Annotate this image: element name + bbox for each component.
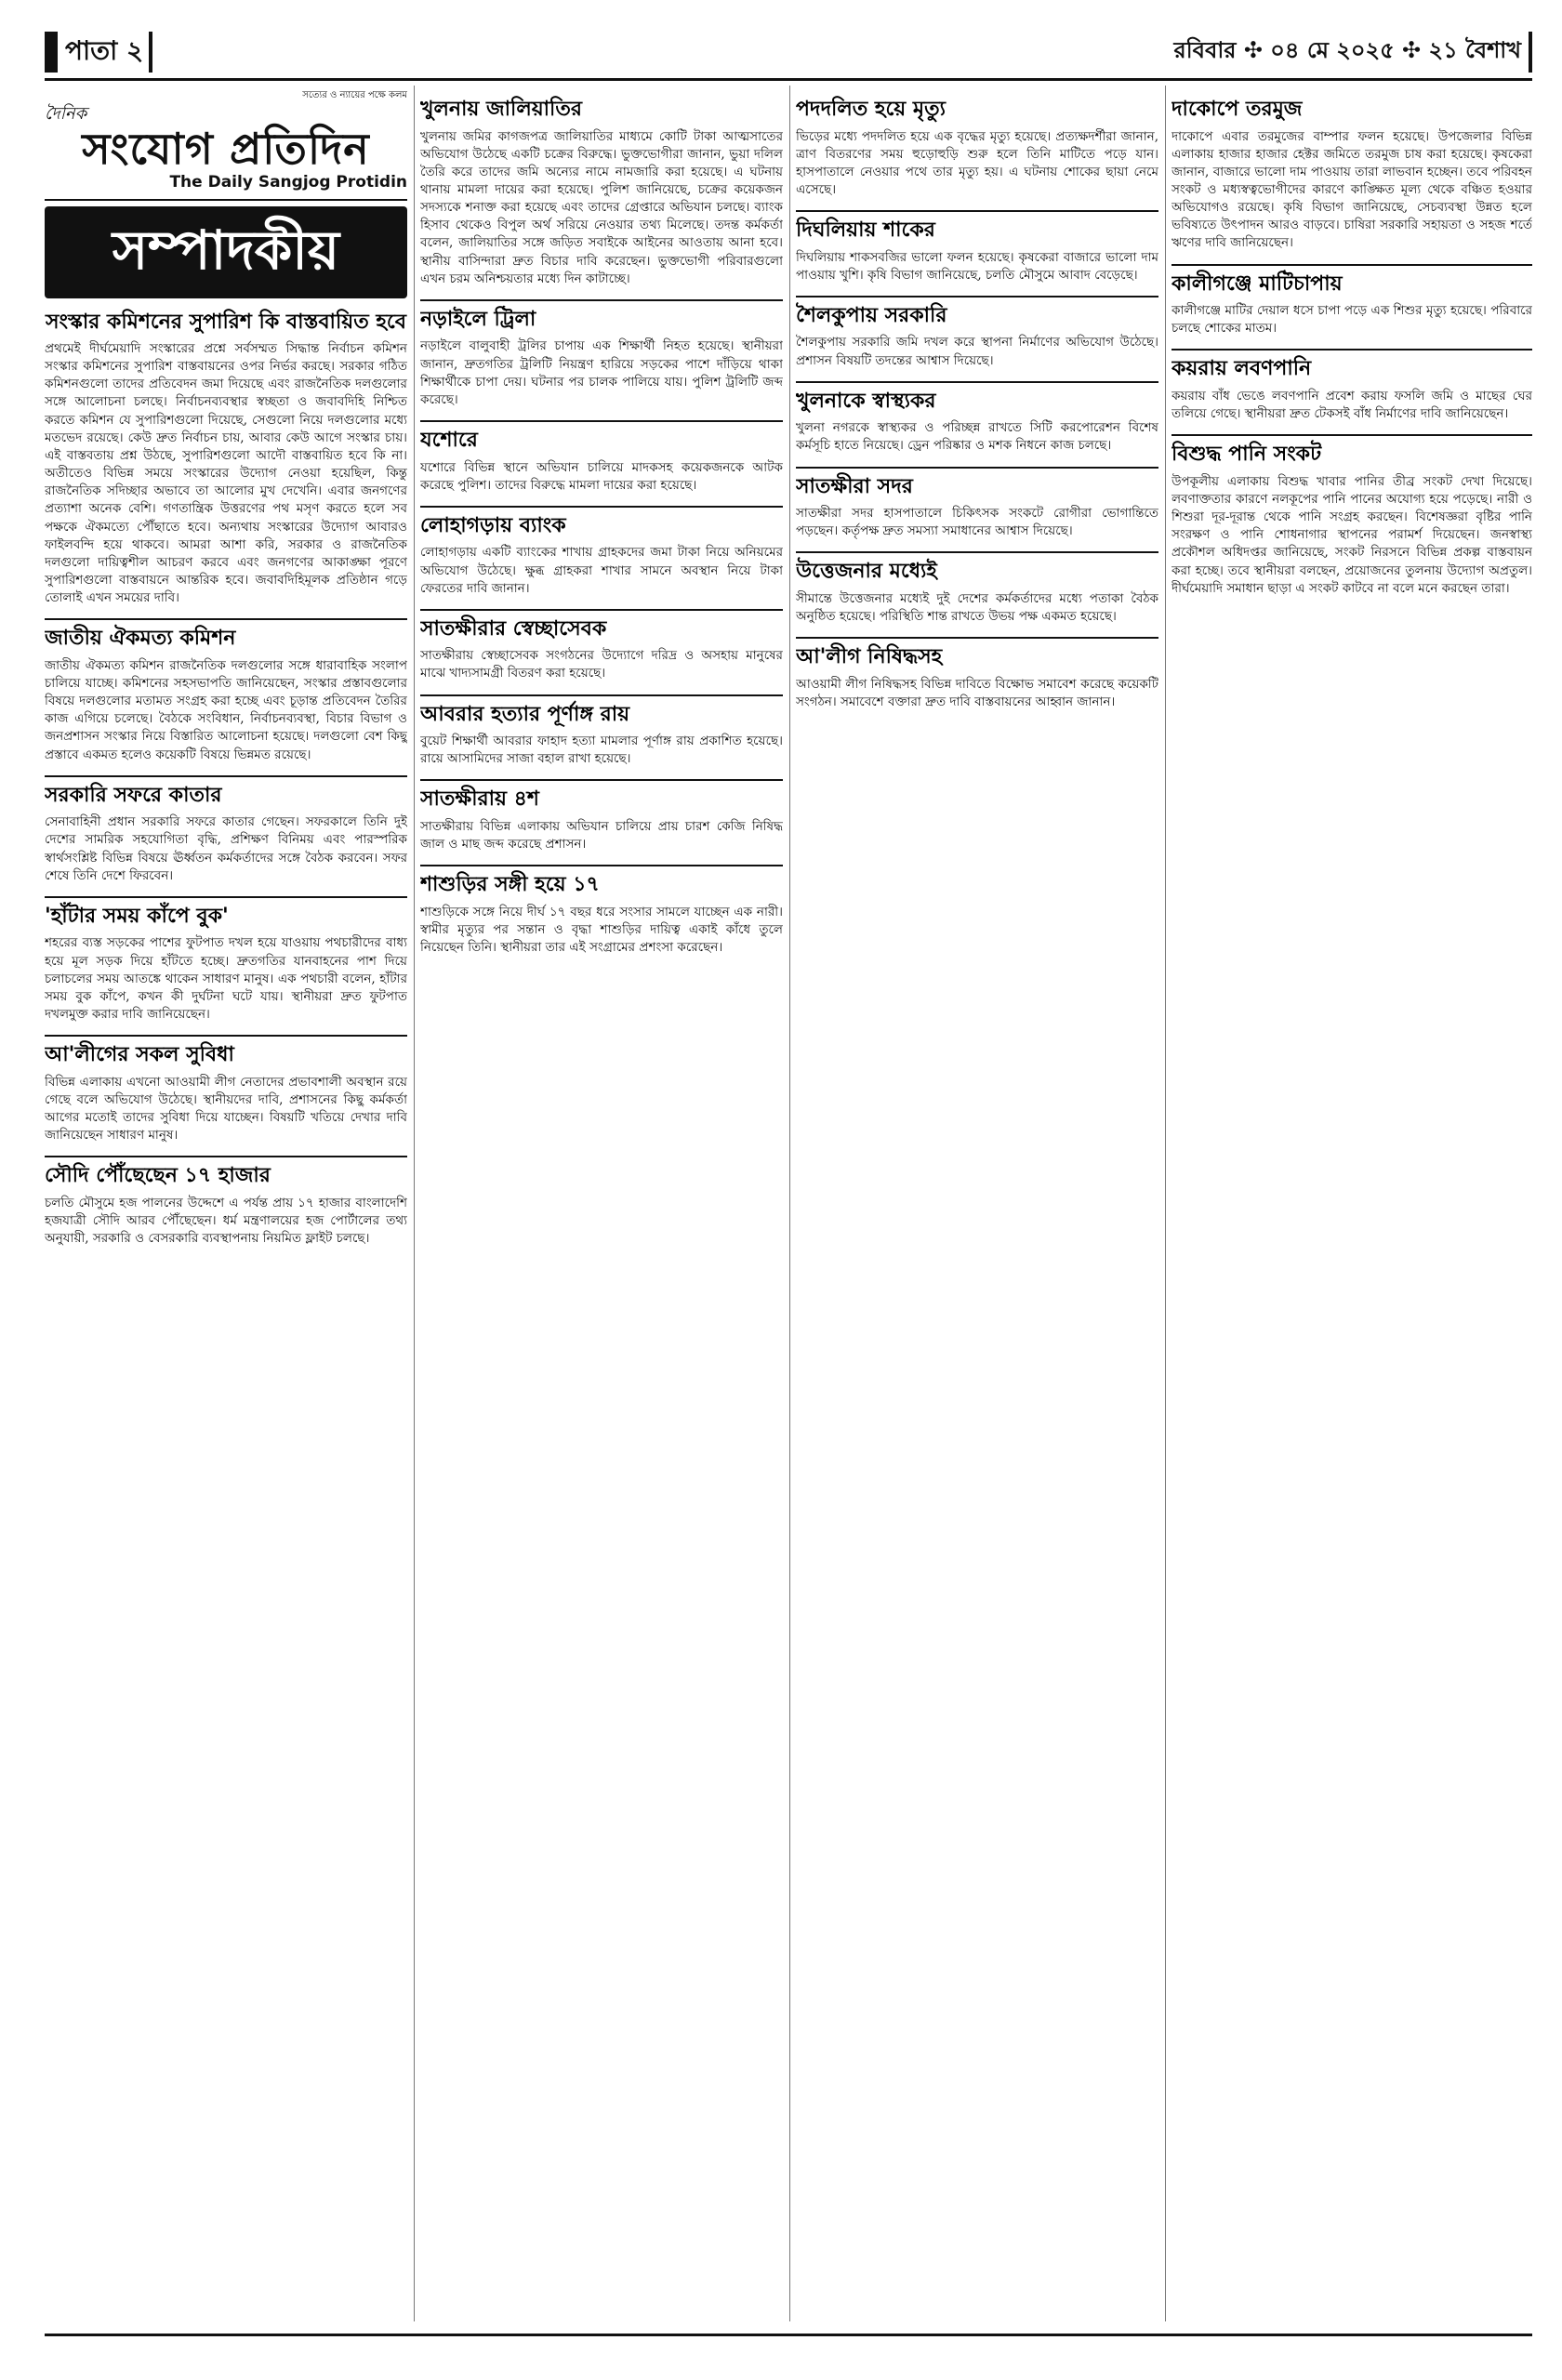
stampede-body: ভিড়ের মধ্যে পদদলিত হয়ে এক বৃদ্ধের মৃত্যু হয়েছে। প্রত্যক্ষদর্শীরা জানান, ত্রাণ বিতরণের সময় হুড়োহুড়ি শুরু হলে তিনি মাটিতে পড়ে যান। হাসপাতালে নেওয়ার পথে তার মৃত্যু হয়। এ ঘটনায় শোকের ছায়া নেমে এসেছে। [796, 128, 1158, 197]
stampede-headline: পদদলিত হয়ে মৃত্যু [796, 98, 946, 121]
trawler-headline: নড়াইলে ট্রিলা [420, 299, 783, 333]
koyra-headline: কয়রায় লবণপানি [1172, 349, 1532, 382]
column-4 [1172, 86, 1532, 2321]
satkhira-seizure-body: সাতক্ষীরায় বিভিন্ন এলাকায় অভিযান চালিয়ে প্রায় চারশ কেজি নিষিদ্ধ জাল ও মাছ জব্দ করেছে প্রশাসন। [420, 818, 783, 853]
jessore-headline: যশোরে [420, 420, 783, 454]
volunteer-headline: সাতক্ষীরার স্বেচ্ছাসেবক [420, 609, 783, 642]
verdict-headline: আবরার হত্যার পূর্ণাঙ্গ রায় [420, 694, 783, 728]
page-header [45, 28, 1532, 80]
walking-fear-body: শহরের ব্যস্ত সড়কের পাশের ফুটপাত দখল হয়ে যাওয়ায় পথচারীদের বাধ্য হয়ে মূল সড়ক দিয়ে হাঁটতে হচ্ছে। দ্রুতগতির যানবাহনের পাশ দিয়ে চলাচলের সময় আতঙ্কে থাকেন সাধারণ মানুষ। এক পথচারী বলেন, হাঁটার সময় বুক কাঁপে, কখন কী দুর্ঘটনা ঘটে যায়। স্থানীয়রা দ্রুত ফুটপাত দখলমুক্ত করার দাবি জানিয়েছেন। [45, 935, 407, 1023]
saudi-body: চলতি মৌসুমে হজ পালনের উদ্দেশে এ পর্যন্ত প্রায় ১৭ হাজার বাংলাদেশি হজযাত্রী সৌদি আরব পৌঁছেছেন। ধর্ম মন্ত্রণালয়ের হজ পোর্টালের তথ্য অনুযায়ী, সরকারি ও বেসরকারি ব্যবস্থাপনায় নিয়মিত ফ্লাইট চলছে। [45, 1195, 407, 1247]
dighalia-body: দিঘলিয়ায় শাকসবজির ভালো ফলন হয়েছে। কৃষকেরা বাজারে ভালো দাম পাওয়ায় খুশি। কৃষি বিভাগ জানিয়েছে, চলতি মৌসুমে আবাদ বেড়েছে। [796, 249, 1158, 283]
masthead-daily: দৈনিক [45, 104, 87, 125]
footer-rule [45, 2334, 1532, 2336]
masthead-tagline: সত্যের ও ন্যায়ের পক্ষে কলম [302, 90, 407, 100]
in-laws-body: শাশুড়িকে সঙ্গে নিয়ে দীর্ঘ ১৭ বছর ধরে সংসার সামলে যাচ্ছেন এক নারী। স্বামীর মৃত্যুর পর সন্তান ও বৃদ্ধা শাশুড়ির দায়িত্ব একাই কাঁধে তুলে নিয়েছেন তিনি। স্থানীয়রা তার এই সংগ্রামের প্রশংসা করেছেন। [420, 904, 783, 956]
watermelon-body: দাকোপে এবার তরমুজের বাম্পার ফলন হয়েছে। উপজেলার বিভিন্ন এলাকায় হাজার হাজার হেক্টর জমিতে তরমুজ চাষ করা হয়েছে। কৃষকেরা জানান, বাজারে ভালো দাম পাওয়ায় তারা লাভবান হচ্ছেন। তবে পরিবহন সংকট ও মধ্যস্বত্বভোগীদের কারণে কাঙ্ক্ষিত মূল্য থেকে বঞ্চিত হওয়ার অভিযোগও রয়েছে। কৃষি বিভাগ জানিয়েছে, সেচব্যবস্থা উন্নত হলে ভবিষ্যতে উৎপাদন আরও বাড়বে। চাষিরা সরকারি সহায়তা ও সহজ শর্তে ঋণের দাবি জানিয়েছেন। [1172, 128, 1532, 251]
masthead-title: সংযোগ প্রতিদিন [82, 123, 370, 174]
column-2 [420, 86, 783, 2321]
walking-fear-headline: 'হাঁটার সময় কাঁপে বুক' [45, 896, 407, 930]
khulna-health-body: খুলনা নগরকে স্বাস্থ্যকর ও পরিচ্ছন্ন রাখতে সিটি করপোরেশন বিশেষ কর্মসূচি হাতে নিয়েছে। ড্রেন পরিষ্কার ও মশক নিধনে কাজ চলছে। [796, 420, 1158, 454]
column-3 [796, 86, 1158, 2321]
tension-headline: উত্তেজনার মধ্যেই [796, 551, 1158, 585]
date-line [1174, 28, 1532, 76]
header-bar-right [1529, 32, 1532, 73]
qatar-trip-headline: সরকারি সফরে কাতার [45, 775, 407, 809]
page-number-text: পাতা ২ [65, 34, 144, 66]
column-divider [789, 86, 790, 2321]
satkhira-sadar-headline: সাতক্ষীরা সদর [796, 467, 1158, 500]
forgery-body: খুলনায় জমির কাগজপত্র জালিয়াতির মাধ্যমে কোটি টাকা আত্মসাতের অভিযোগ উঠেছে একটি চক্রের বিরুদ্ধে। ভুক্তভোগীরা জানান, ভুয়া দলিল তৈরি করে তাদের জমি অন্যের নামে নামজারি করা হয়েছে। এ ঘটনায় থানায় মামলা দায়ের করা হয়েছে। পুলিশ জানিয়েছে, চক্রের কয়েকজন সদস্যকে শনাক্ত করা হয়েছে এবং তাদের গ্রেপ্তারে অভিযান চলছে। ব্যাংক হিসাব থেকেও বিপুল অর্থ সরিয়ে নেওয়ার তথ্য মিলেছে। তদন্ত কর্মকর্তা বলেন, জালিয়াতির সঙ্গে জড়িত সবাইকে আইনের আওতায় আনা হবে। স্থানীয় বাসিন্দারা দ্রুত বিচার দাবি করেছেন। ভুক্তভোগী পরিবারগুলো এখন চরম অনিশ্চয়তার মধ্যে দিন কাটাচ্ছে। [420, 128, 783, 286]
koyra-body: কয়রায় বাঁধ ভেঙে লবণপানি প্রবেশ করায় ফসলি জমি ও মাছের ঘের তলিয়ে গেছে। স্থানীয়রা দ্রুত টেকসই বাঁধ নির্মাণের দাবি জানিয়েছেন। [1172, 388, 1532, 422]
awami-banned-headline: আ'লীগ নিষিদ্ধসহ [796, 637, 1158, 670]
kaliganj-body: কালীগঞ্জে মাটির দেয়াল ধসে চাপা পড়ে এক শিশুর মৃত্যু হয়েছে। পরিবারে চলছে শোকের মাতম। [1172, 303, 1532, 337]
kaliganj-headline: কালীগঞ্জে মাটিচাপায় [1172, 264, 1532, 298]
trawler-body: নড়াইলে বালুবাহী ট্রলির চাপায় এক শিক্ষার্থী নিহত হয়েছে। স্থানীয়রা জানান, দ্রুতগতির ট্রলিটি নিয়ন্ত্রণ হারিয়ে সড়কের পাশে দাঁড়িয়ে থাকা শিক্ষার্থীকে চাপা দেয়। ঘটনার পর চালক পালিয়ে যায়। পুলিশ ট্রলিটি জব্দ করেছে। [420, 338, 783, 407]
forgery-headline: খুলনায় জালিয়াতির [420, 98, 582, 121]
page-number-label [45, 28, 152, 76]
editorial-banner: সম্পাদকীয় [45, 206, 407, 298]
column-divider [414, 86, 415, 2321]
editorial-headline: সংস্কার কমিশনের সুপারিশ কি বাস্তবায়িত হবে [45, 310, 407, 334]
column-1 [45, 86, 407, 2321]
awami-banned-body: আওয়ামী লীগ নিষিদ্ধসহ বিভিন্ন দাবিতে বিক্ষোভ সমাবেশ করেছে কয়েকটি সংগঠন। সমাবেশে বক্তারা দ্রুত দাবি বাস্তবায়নের আহ্বান জানান। [796, 676, 1158, 709]
watermelon-headline: দাকোপে তরমুজ [1172, 98, 1303, 121]
masthead-english: The Daily Sangjog Protidin [169, 173, 407, 192]
volunteer-body: সাতক্ষীরায় স্বেচ্ছাসেবক সংগঠনের উদ্যোগে দরিদ্র ও অসহায় মানুষের মাঝে খাদ্যসামগ্রী বিতরণ করা হয়েছে। [420, 648, 783, 681]
qatar-trip-body: সেনাবাহিনী প্রধান সরকারি সফরে কাতার গেছেন। সফরকালে তিনি দুই দেশের সামরিক সহযোগিতা বৃদ্ধি, প্রশিক্ষণ বিনিময় এবং পারস্পরিক স্বার্থসংশ্লিষ্ট বিভিন্ন বিষয়ে ঊর্ধ্বতন কর্মকর্তাদের সঙ্গে বৈঠক করবেন। সফর শেষে তিনি দেশে ফিরবেন। [45, 814, 407, 883]
shailkupa-body: শৈলকুপায় সরকারি জমি দখল করে স্থাপনা নির্মাণের অভিযোগ উঠেছে। প্রশাসন বিষয়টি তদন্তের আশ্বাস দিয়েছে। [796, 335, 1158, 368]
water-crisis-headline: বিশুদ্ধ পানি সংকট [1172, 434, 1532, 468]
satkhira-seizure-headline: সাতক্ষীরায় ৪শ [420, 779, 783, 813]
shailkupa-headline: শৈলকুপায় সরকারি [796, 296, 1158, 329]
satkhira-sadar-body: সাতক্ষীরা সদর হাসপাতালে চিকিৎসক সংকটে রোগীরা ভোগান্তিতে পড়ছেন। কর্তৃপক্ষ দ্রুত সমস্যা সমাধানের আশ্বাস দিয়েছে। [796, 506, 1158, 539]
water-crisis-body: উপকূলীয় এলাকায় বিশুদ্ধ খাবার পানির তীব্র সংকট দেখা দিয়েছে। লবণাক্ততার কারণে নলকূপের পানি পানের অযোগ্য হয়ে পড়েছে। নারী ও শিশুরা দূর-দূরান্ত থেকে পানি সংগ্রহ করছেন। বিশেষজ্ঞরা বৃষ্টির পানি সংরক্ষণ ও পানি শোধনাগার স্থাপনের পরামর্শ দিয়েছেন। জনস্বাস্থ্য প্রকৌশল অধিদপ্তর জানিয়েছে, সংকট নিরসনে বিভিন্ন প্রকল্প বাস্তবায়ন করা হচ্ছে। তবে স্থানীয়রা বলছেন, প্রয়োজনের তুলনায় উদ্যোগ অপ্রতুল। দীর্ঘমেয়াদি সমাধান ছাড়া এ সংকট কাটবে না বলে মনে করছেন তারা। [1172, 473, 1532, 596]
consensus-body: জাতীয় ঐকমত্য কমিশন রাজনৈতিক দলগুলোর সঙ্গে ধারাবাহিক সংলাপ চালিয়ে যাচ্ছে। কমিশনের সহসভাপতি জানিয়েছেন, সংস্কার প্রস্তাবগুলোর বিষয়ে দলগুলোর মতামত সংগ্রহ করা হচ্ছে এবং চূড়ান্ত প্রতিবেদন তৈরির কাজ এগিয়ে চলেছে। বৈঠকে সংবিধান, নির্বাচনব্যবস্থা, বিচার বিভাগ ও জনপ্রশাসন সংস্কার নিয়ে বিস্তারিত আলোচনা হয়েছে। দলগুলো বেশ কিছু প্রস্তাবে একমত হলেও কয়েকটি বিষয়ে ভিন্নমত রয়েছে। [45, 657, 407, 762]
masthead [45, 86, 407, 201]
lohagara-body: লোহাগড়ায় একটি ব্যাংকের শাখায় গ্রাহকদের জমা টাকা নিয়ে অনিয়মের অভিযোগ উঠেছে। ক্ষুব্ধ গ্রাহকরা শাখার সামনে অবস্থান নিয়ে টাকা ফেরতের দাবি জানান। [420, 545, 783, 596]
editorial-body: প্রথমেই দীর্ঘমেয়াদি সংস্কারের প্রশ্নে সর্বসম্মত সিদ্ধান্ত নির্বাচন কমিশন সংস্কার কমিশনের সুপারিশ বাস্তবায়নের ওপর নির্ভর করছে। সরকার গঠিত কমিশনগুলো তাদের প্রতিবেদন জমা দিয়েছে এবং রাজনৈতিক দলগুলোর সঙ্গে আলোচনা চলছে। নির্বাচনব্যবস্থার স্বচ্ছতা ও জবাবদিহি নিশ্চিত করতে কমিশন যে সুপারিশগুলো দিয়েছে, সেগুলো নিয়ে দলগুলোর মধ্যে মতভেদ রয়েছে। কেউ দ্রুত নির্বাচন চায়, আবার কেউ আগে সংস্কার চায়। এই বাস্তবতায় প্রশ্ন উঠছে, সুপারিশগুলো আদৌ বাস্তবায়িত হবে কি না। অতীতেও বিভিন্ন সময়ে সংস্কারের উদ্যোগ নেওয়া হয়েছিল, কিন্তু রাজনৈতিক সদিচ্ছার অভাবে তা আলোর মুখ দেখেনি। এবার জনগণের প্রত্যাশা অনেক বেশি। গণতান্ত্রিক উত্তরণের পথ মসৃণ করতে হলে সব পক্ষকে ঐকমত্যে পৌঁছাতে হবে। অন্যথায় সংস্কারের উদ্যোগ আবারও ফাইলবন্দি হয়ে থাকবে। আমরা আশা করি, সরকার ও রাজনৈতিক দলগুলো দায়িত্বশীল আচরণ করবে এবং জনগণের আকাঙ্ক্ষা পূরণে সুপারিশগুলো বাস্তবায়নে আন্তরিক হবে। জবাবদিহিমূলক প্রতিষ্ঠান গড়ে তোলাই এখন সময়ের দাবি। [45, 341, 407, 606]
in-laws-headline: শাশুড়ির সঙ্গী হয়ে ১৭ [420, 865, 783, 898]
verdict-body: বুয়েট শিক্ষার্থী আবরার ফাহাদ হত্যা মামলার পূর্ণাঙ্গ রায় প্রকাশিত হয়েছে। রায়ে আসামিদের সাজা বহাল রাখা হয়েছে। [420, 734, 783, 767]
date-text: রবিবার ✣ ০৪ মে ২০২৫ ✣ ২১ বৈশাখ [1173, 37, 1521, 63]
header-bar-divider [149, 32, 152, 73]
dighalia-headline: দিঘলিয়ায় শাকের [796, 210, 1158, 244]
lohagara-headline: লোহাগড়ায় ব্যাংক [420, 506, 783, 539]
khulna-health-headline: খুলনাকে স্বাস্থ্যকর [796, 381, 1158, 415]
saudi-headline: সৌদি পৌঁছেছেন ১৭ হাজার [45, 1156, 407, 1189]
awami-facility-body: বিভিন্ন এলাকায় এখনো আওয়ামী লীগ নেতাদের প্রভাবশালী অবস্থান রয়ে গেছে বলে অভিযোগ উঠেছে। স্থানীয়দের দাবি, প্রশাসনের কিছু কর্মকর্তা আগের মতোই তাদের সুবিধা দিয়ে যাচ্ছেন। বিষয়টি খতিয়ে দেখার দাবি জানিয়েছেন সাধারণ মানুষ। [45, 1074, 407, 1144]
column-divider [1165, 86, 1166, 2321]
consensus-headline: জাতীয় ঐকমত্য কমিশন [45, 618, 407, 652]
header-rule [45, 78, 1532, 81]
awami-facility-headline: আ'লীগের সকল সুবিধা [45, 1035, 407, 1068]
tension-body: সীমান্তে উত্তেজনার মধ্যেই দুই দেশের কর্মকর্তাদের মধ্যে পতাকা বৈঠক অনুষ্ঠিত হয়েছে। পরিস্থিতি শান্ত রাখতে উভয় পক্ষ একমত হয়েছে। [796, 590, 1158, 625]
header-bar-left [45, 32, 58, 73]
jessore-body: যশোরে বিভিন্ন স্থানে অভিযান চালিয়ে মাদকসহ কয়েকজনকে আটক করেছে পুলিশ। তাদের বিরুদ্ধে মামলা দায়ের করা হয়েছে। [420, 459, 783, 493]
